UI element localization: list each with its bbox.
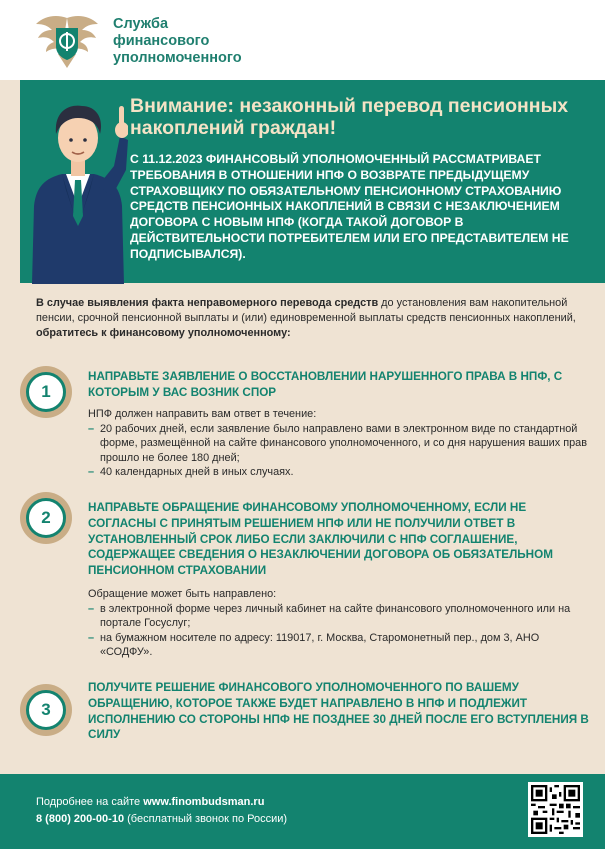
footer-site-line xyxy=(36,796,264,808)
intro-bold-end: обратитесь к финансовому уполномоченному: xyxy=(36,327,291,339)
intro-paragraph xyxy=(36,296,576,341)
eagle-emblem-icon xyxy=(34,10,100,70)
footer-site-link[interactable]: www.finombudsman.ru xyxy=(143,796,265,808)
banner-text: С 11.12.2023 ФИНАНСОВЫЙ УПОЛНОМОЧЕННЫЙ РАССМАТРИВАЕТ ТРЕБОВАНИЯ В ОТНОШЕНИИ НПФ О ВОЗВРАТЕ ПРЕДЫДУЩЕМУ СТРАХОВЩИКУ ПО ОБЯЗАТЕЛЬНОМУ ПЕНСИОННОМУ СТРАХОВАНИЮ СРЕДСТВ ПЕНСИОННЫХ НАКОПЛЕНИЙ В СВЯЗИ С НЕЗАКЛЮЧЕНИЕМ ДОГОВОРА С НОВЫМ НПФ (КОГДА ТАКОЙ ДОГОВОР В ДЕЙСТВИТЕЛЬНОСТИ ПОТРЕБИТЕЛЕМ ИЛИ ЕГО ПРЕДСТАВИТЕЛЕМ НЕ ПОДПИСЫВАЛСЯ). xyxy=(130,152,569,261)
step-3-number-badge xyxy=(20,684,72,736)
businessman-illustration xyxy=(28,86,128,284)
step-3-title: ПОЛУЧИТЕ РЕШЕНИЕ ФИНАНСОВОГО УПОЛНОМОЧЕННОГО ПО ВАШЕМУ ОБРАЩЕНИЮ, КОТОРОЕ ТАКЖЕ БУДЕТ НАПРАВЛЕНО В НПФ И ПОДЛЕЖИТ ИСПОЛНЕНИЮ СО СТОРОНЫ НПФ НЕ ПОЗДНЕЕ 30 ДНЕЙ ПОСЛЕ ЕГО ВСТУПЛЕНИЯ В СИЛУ xyxy=(88,681,589,742)
header xyxy=(0,0,605,80)
step-2-number-badge xyxy=(20,492,72,544)
footer-phone-note: (бесплатный звонок по России) xyxy=(124,813,288,825)
step-2-lead: Обращение может быть направлено: xyxy=(88,588,277,600)
organization-name xyxy=(113,16,242,67)
org-name-line-3: уполномоченного xyxy=(113,50,242,66)
step-2-title: НАПРАВЬТЕ ОБРАЩЕНИЕ ФИНАНСОВОМУ УПОЛНОМОЧЕННОМУ, ЕСЛИ НЕ СОГЛАСНЫ С ПРИНЯТЫМ РЕШЕНИЕМ НПФ ИЛИ НЕ ПОЛУЧИЛИ ОТВЕТ В УСТАНОВЛЕННЫЙ СРОК ЛИБО ЕСЛИ ЗАКЛЮЧИЛИ С НПФ СОГЛАШЕНИЕ, СОДЕРЖАЩЕЕ СВЕДЕНИЯ О НЕЗАКЛЮЧЕНИИ ДОГОВОРА ОБ ОБЯЗАТЕЛЬНОМ ПЕНСИОННОМ СТРАХОВАНИИ xyxy=(88,501,553,578)
footer-phone-line xyxy=(36,813,287,825)
step-1-item: – 40 календарных дней в иных случаях. xyxy=(88,465,588,480)
step-2-body xyxy=(88,587,588,660)
footer xyxy=(0,774,605,849)
step-1-body xyxy=(88,407,588,480)
step-1-lead: НПФ должен направить вам ответ в течение: xyxy=(88,408,317,420)
step-2-item: – на бумажном носителе по адресу: 119017, г. Москва, Старомонетный пер., дом 3, АНО «СОДФУ». xyxy=(88,631,588,660)
step-1-item: – 20 рабочих дней, если заявление было направлено вами в электронном виде по стандартной форме, размещённой на сайте финансового уполномоченного, и со дня нарушения ваших прав прошло не более 180 дней; xyxy=(88,422,588,466)
footer-site-label: Подробнее на сайте xyxy=(36,796,144,808)
step-1-number-badge xyxy=(20,366,72,418)
qr-code-icon[interactable] xyxy=(528,782,583,837)
qr-code-graphic xyxy=(531,785,580,834)
banner-title: Внимание: незаконный перевод пенсионных накоплений граждан! xyxy=(130,95,569,139)
step-3-number: 3 xyxy=(26,690,66,730)
step-1-number: 1 xyxy=(26,372,66,412)
step-1-title: НАПРАВЬТЕ ЗАЯВЛЕНИЕ О ВОССТАНОВЛЕНИИ НАРУШЕННОГО ПРАВА В НПФ, С КОТОРЫМ У ВАС ВОЗНИК СПОР xyxy=(88,370,563,399)
intro-bold-start: В случае выявления факта неправомерного перевода средств xyxy=(36,297,379,309)
step-2-item: – в электронной форме через личный кабинет на сайте финансового уполномоченного или на портале Госуслуг; xyxy=(88,602,588,631)
org-name-line-1: Служба xyxy=(113,16,169,32)
step-2-number: 2 xyxy=(26,498,66,538)
footer-phone[interactable]: 8 (800) 200-00-10 xyxy=(36,813,125,825)
org-name-line-2: финансового xyxy=(113,33,210,49)
intro-middle: до установления вам накопительной пенсии, срочной пенсионной выплаты и (или) единовременной выплаты средств пенсионных накоплений, xyxy=(36,297,576,324)
